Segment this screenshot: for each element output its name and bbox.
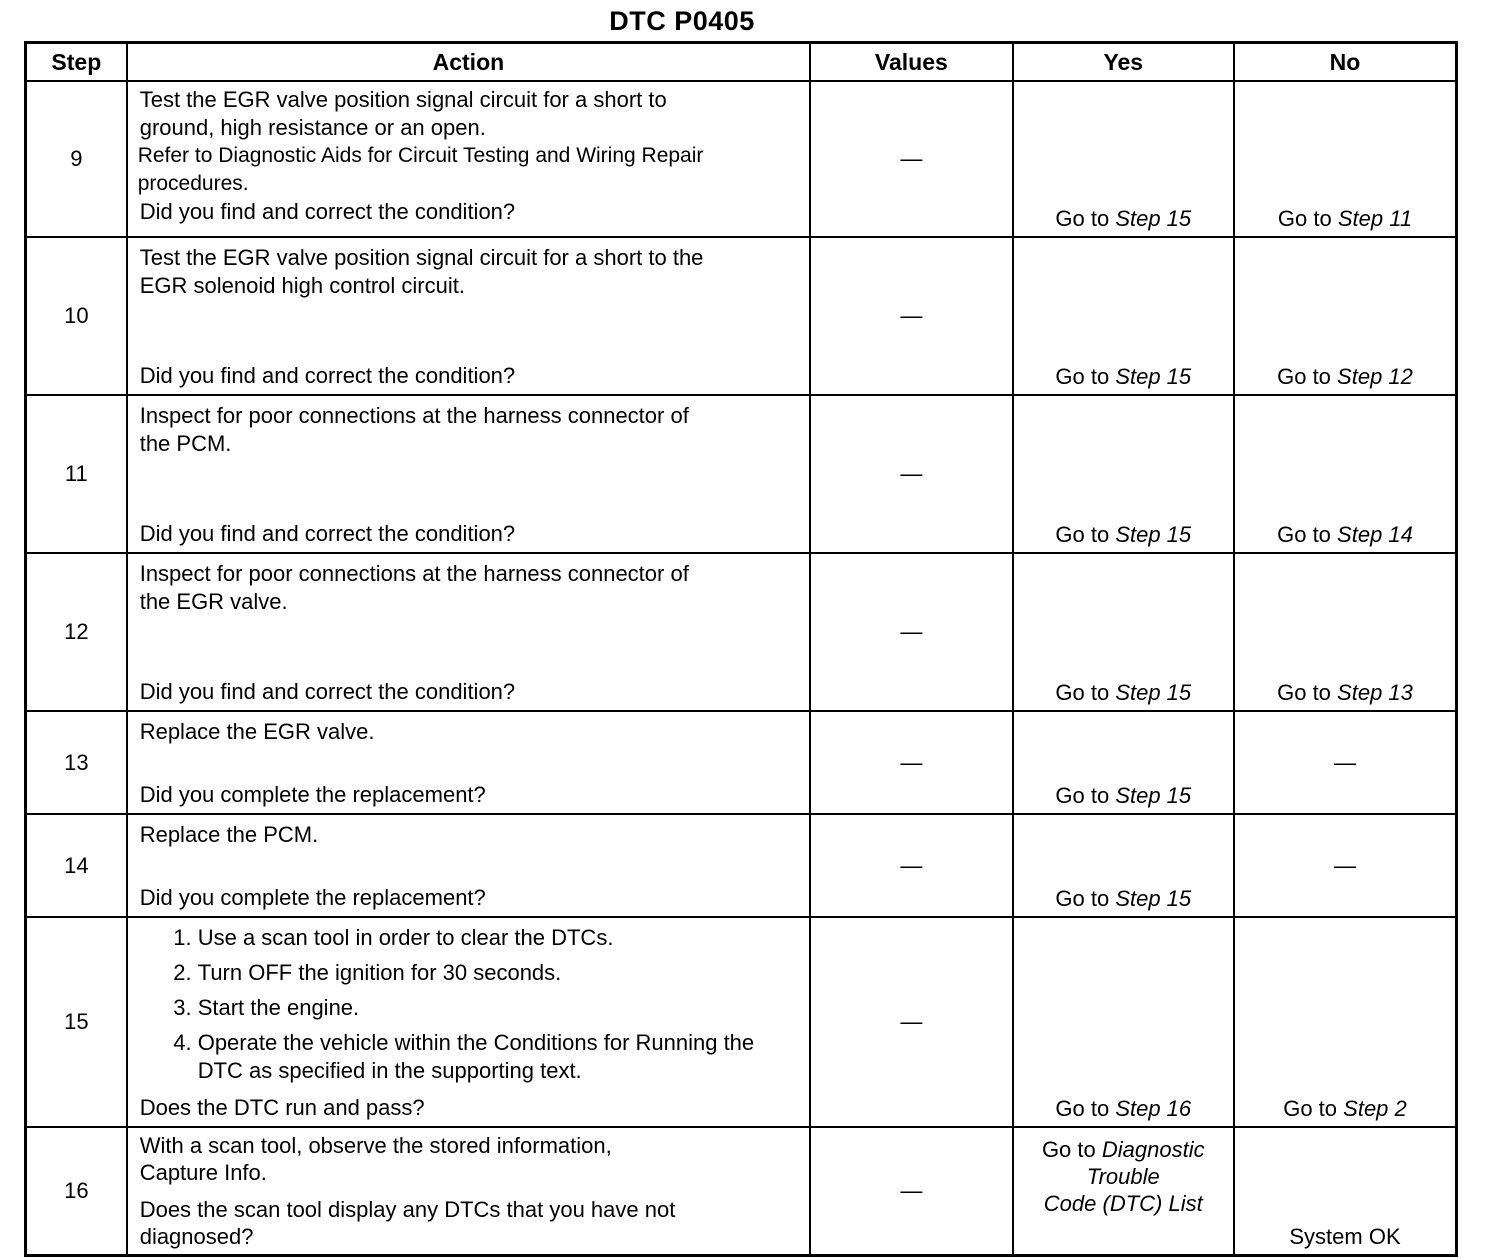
values-cell: — xyxy=(810,395,1012,553)
no-step-link[interactable]: Step 14 xyxy=(1337,522,1413,547)
go-to-label: Go to xyxy=(1055,680,1110,705)
yes-step-link[interactable]: Step 15 xyxy=(1115,680,1192,705)
yes-step-link[interactable]: Step 15 xyxy=(1115,522,1192,547)
action-question: Did you find and correct the condition? xyxy=(139,199,516,224)
go-to-label: Go to xyxy=(1055,364,1110,389)
action-line: Capture Info. xyxy=(139,1160,267,1185)
table-row xyxy=(26,917,1457,1127)
procedure-step: 1. Use a scan tool in order to clear the DTCs. xyxy=(198,924,801,952)
diagnostic-table xyxy=(24,41,1458,1257)
procedure-step: 3. Start the engine. xyxy=(198,994,801,1022)
no-step-link[interactable]: Step 11 xyxy=(1337,206,1413,231)
action-line: Test the EGR valve position signal circuit for a short to xyxy=(139,87,667,112)
no-cell: — xyxy=(1234,711,1457,814)
action-line: With a scan tool, observe the stored information, xyxy=(139,1133,612,1158)
yes-cell xyxy=(1013,237,1234,395)
yes-cell xyxy=(1013,814,1234,917)
values-cell: — xyxy=(810,711,1012,814)
table-row xyxy=(26,814,1457,917)
table-row xyxy=(26,237,1457,395)
header-no: No xyxy=(1234,43,1457,82)
yes-cell xyxy=(1013,917,1234,1127)
action-line: Inspect for poor connections at the harness connector of xyxy=(139,403,689,428)
no-cell xyxy=(1234,917,1457,1127)
go-to-label: Go to xyxy=(1055,522,1110,547)
table-row xyxy=(26,395,1457,553)
action-cell xyxy=(127,814,810,917)
yes-step-link[interactable]: Step 15 xyxy=(1115,206,1192,231)
go-to-label: Go to xyxy=(1055,783,1110,808)
go-to-label: Go to xyxy=(1055,206,1110,231)
yes-cell xyxy=(1013,395,1234,553)
header-values: Values xyxy=(810,43,1012,82)
go-to-label: Go to xyxy=(1283,1096,1338,1121)
go-to-label: Go to xyxy=(1055,886,1110,911)
no-step-link[interactable]: Step 13 xyxy=(1337,680,1413,705)
no-step-link[interactable]: Step 2 xyxy=(1343,1096,1407,1121)
action-line: Test the EGR valve position signal circuit for a short to the xyxy=(139,245,704,270)
go-to-label: Go to xyxy=(1277,522,1331,547)
go-to-label: Go to xyxy=(1277,680,1331,705)
table-row xyxy=(26,81,1457,237)
header-action: Action xyxy=(127,43,810,82)
dtc-list-link[interactable] xyxy=(1042,1136,1205,1217)
yes-cell xyxy=(1013,553,1234,711)
no-cell: System OK xyxy=(1234,1127,1457,1256)
procedure-step: 2. Turn OFF the ignition for 30 seconds. xyxy=(198,959,801,987)
procedure-step: 4. Operate the vehicle within the Conditions for Running the DTC as specified in the supporting text. xyxy=(198,1029,801,1085)
header-yes: Yes xyxy=(1013,43,1234,82)
document-title: DTC P0405 xyxy=(609,6,755,36)
action-question: Does the scan tool display any DTCs that you have not xyxy=(139,1197,676,1222)
yes-cell xyxy=(1013,711,1234,814)
step-number: 13 xyxy=(26,711,127,814)
yes-dest-line: Code (DTC) List xyxy=(1043,1191,1203,1216)
action-cell xyxy=(127,917,810,1127)
action-cell xyxy=(127,81,810,237)
go-to-label: Go to xyxy=(1055,1096,1110,1121)
step-number: 11 xyxy=(26,395,127,553)
yes-step-link[interactable]: Step 15 xyxy=(1115,364,1192,389)
values-cell: — xyxy=(810,1127,1012,1256)
action-note: procedures. xyxy=(137,172,249,195)
table-row xyxy=(26,1127,1457,1256)
values-cell: — xyxy=(810,814,1012,917)
step-number: 12 xyxy=(26,553,127,711)
values-cell: — xyxy=(810,81,1012,237)
action-question: Does the DTC run and pass? xyxy=(139,1095,425,1120)
table-row xyxy=(26,553,1457,711)
header-step: Step xyxy=(26,43,127,82)
action-cell xyxy=(127,711,810,814)
no-cell: — xyxy=(1234,814,1457,917)
step-number: 16 xyxy=(26,1127,127,1256)
action-cell xyxy=(127,1127,810,1256)
no-cell xyxy=(1234,81,1457,237)
action-question: Did you find and correct the condition? xyxy=(139,679,516,704)
step-number: 9 xyxy=(26,81,127,237)
action-line: EGR solenoid high control circuit. xyxy=(139,273,465,298)
procedure-list xyxy=(140,924,801,1092)
yes-cell xyxy=(1013,81,1234,237)
no-cell xyxy=(1234,395,1457,553)
yes-dest-line: Trouble xyxy=(1086,1164,1160,1189)
table-row xyxy=(26,711,1457,814)
yes-cell xyxy=(1013,1127,1234,1256)
step-number: 15 xyxy=(26,917,127,1127)
yes-step-link[interactable]: Step 16 xyxy=(1115,1096,1192,1121)
action-line: ground, high resistance or an open. xyxy=(139,115,486,140)
no-cell xyxy=(1234,237,1457,395)
no-cell xyxy=(1234,553,1457,711)
action-line: Inspect for poor connections at the harness connector of xyxy=(139,561,689,586)
no-step-link[interactable]: Step 12 xyxy=(1337,364,1413,389)
action-question: diagnosed? xyxy=(139,1224,254,1249)
step-number: 14 xyxy=(26,814,127,917)
action-cell xyxy=(127,553,810,711)
values-cell: — xyxy=(810,553,1012,711)
yes-step-link[interactable]: Step 15 xyxy=(1115,783,1192,808)
action-question: Did you complete the replacement? xyxy=(139,885,486,910)
values-cell: — xyxy=(810,917,1012,1127)
action-cell xyxy=(127,395,810,553)
go-to-label: Go to xyxy=(1277,206,1332,231)
values-cell: — xyxy=(810,237,1012,395)
action-line: Replace the EGR valve. xyxy=(139,719,375,744)
action-cell xyxy=(127,237,810,395)
yes-step-link[interactable]: Step 15 xyxy=(1115,886,1192,911)
action-question: Did you find and correct the condition? xyxy=(139,521,516,546)
go-to-label: Go to xyxy=(1277,364,1331,389)
step-number: 10 xyxy=(26,237,127,395)
go-to-label: Go to xyxy=(1041,1137,1096,1162)
action-note: Refer to Diagnostic Aids for Circuit Testing and Wiring Repair xyxy=(137,144,704,167)
header-row xyxy=(26,43,1457,82)
yes-dest-line: Diagnostic xyxy=(1101,1137,1205,1162)
action-line: the EGR valve. xyxy=(139,589,288,614)
action-question: Did you complete the replacement? xyxy=(139,782,486,807)
action-line: Replace the PCM. xyxy=(139,822,319,847)
action-line: the PCM. xyxy=(139,431,232,456)
action-question: Did you find and correct the condition? xyxy=(139,363,516,388)
